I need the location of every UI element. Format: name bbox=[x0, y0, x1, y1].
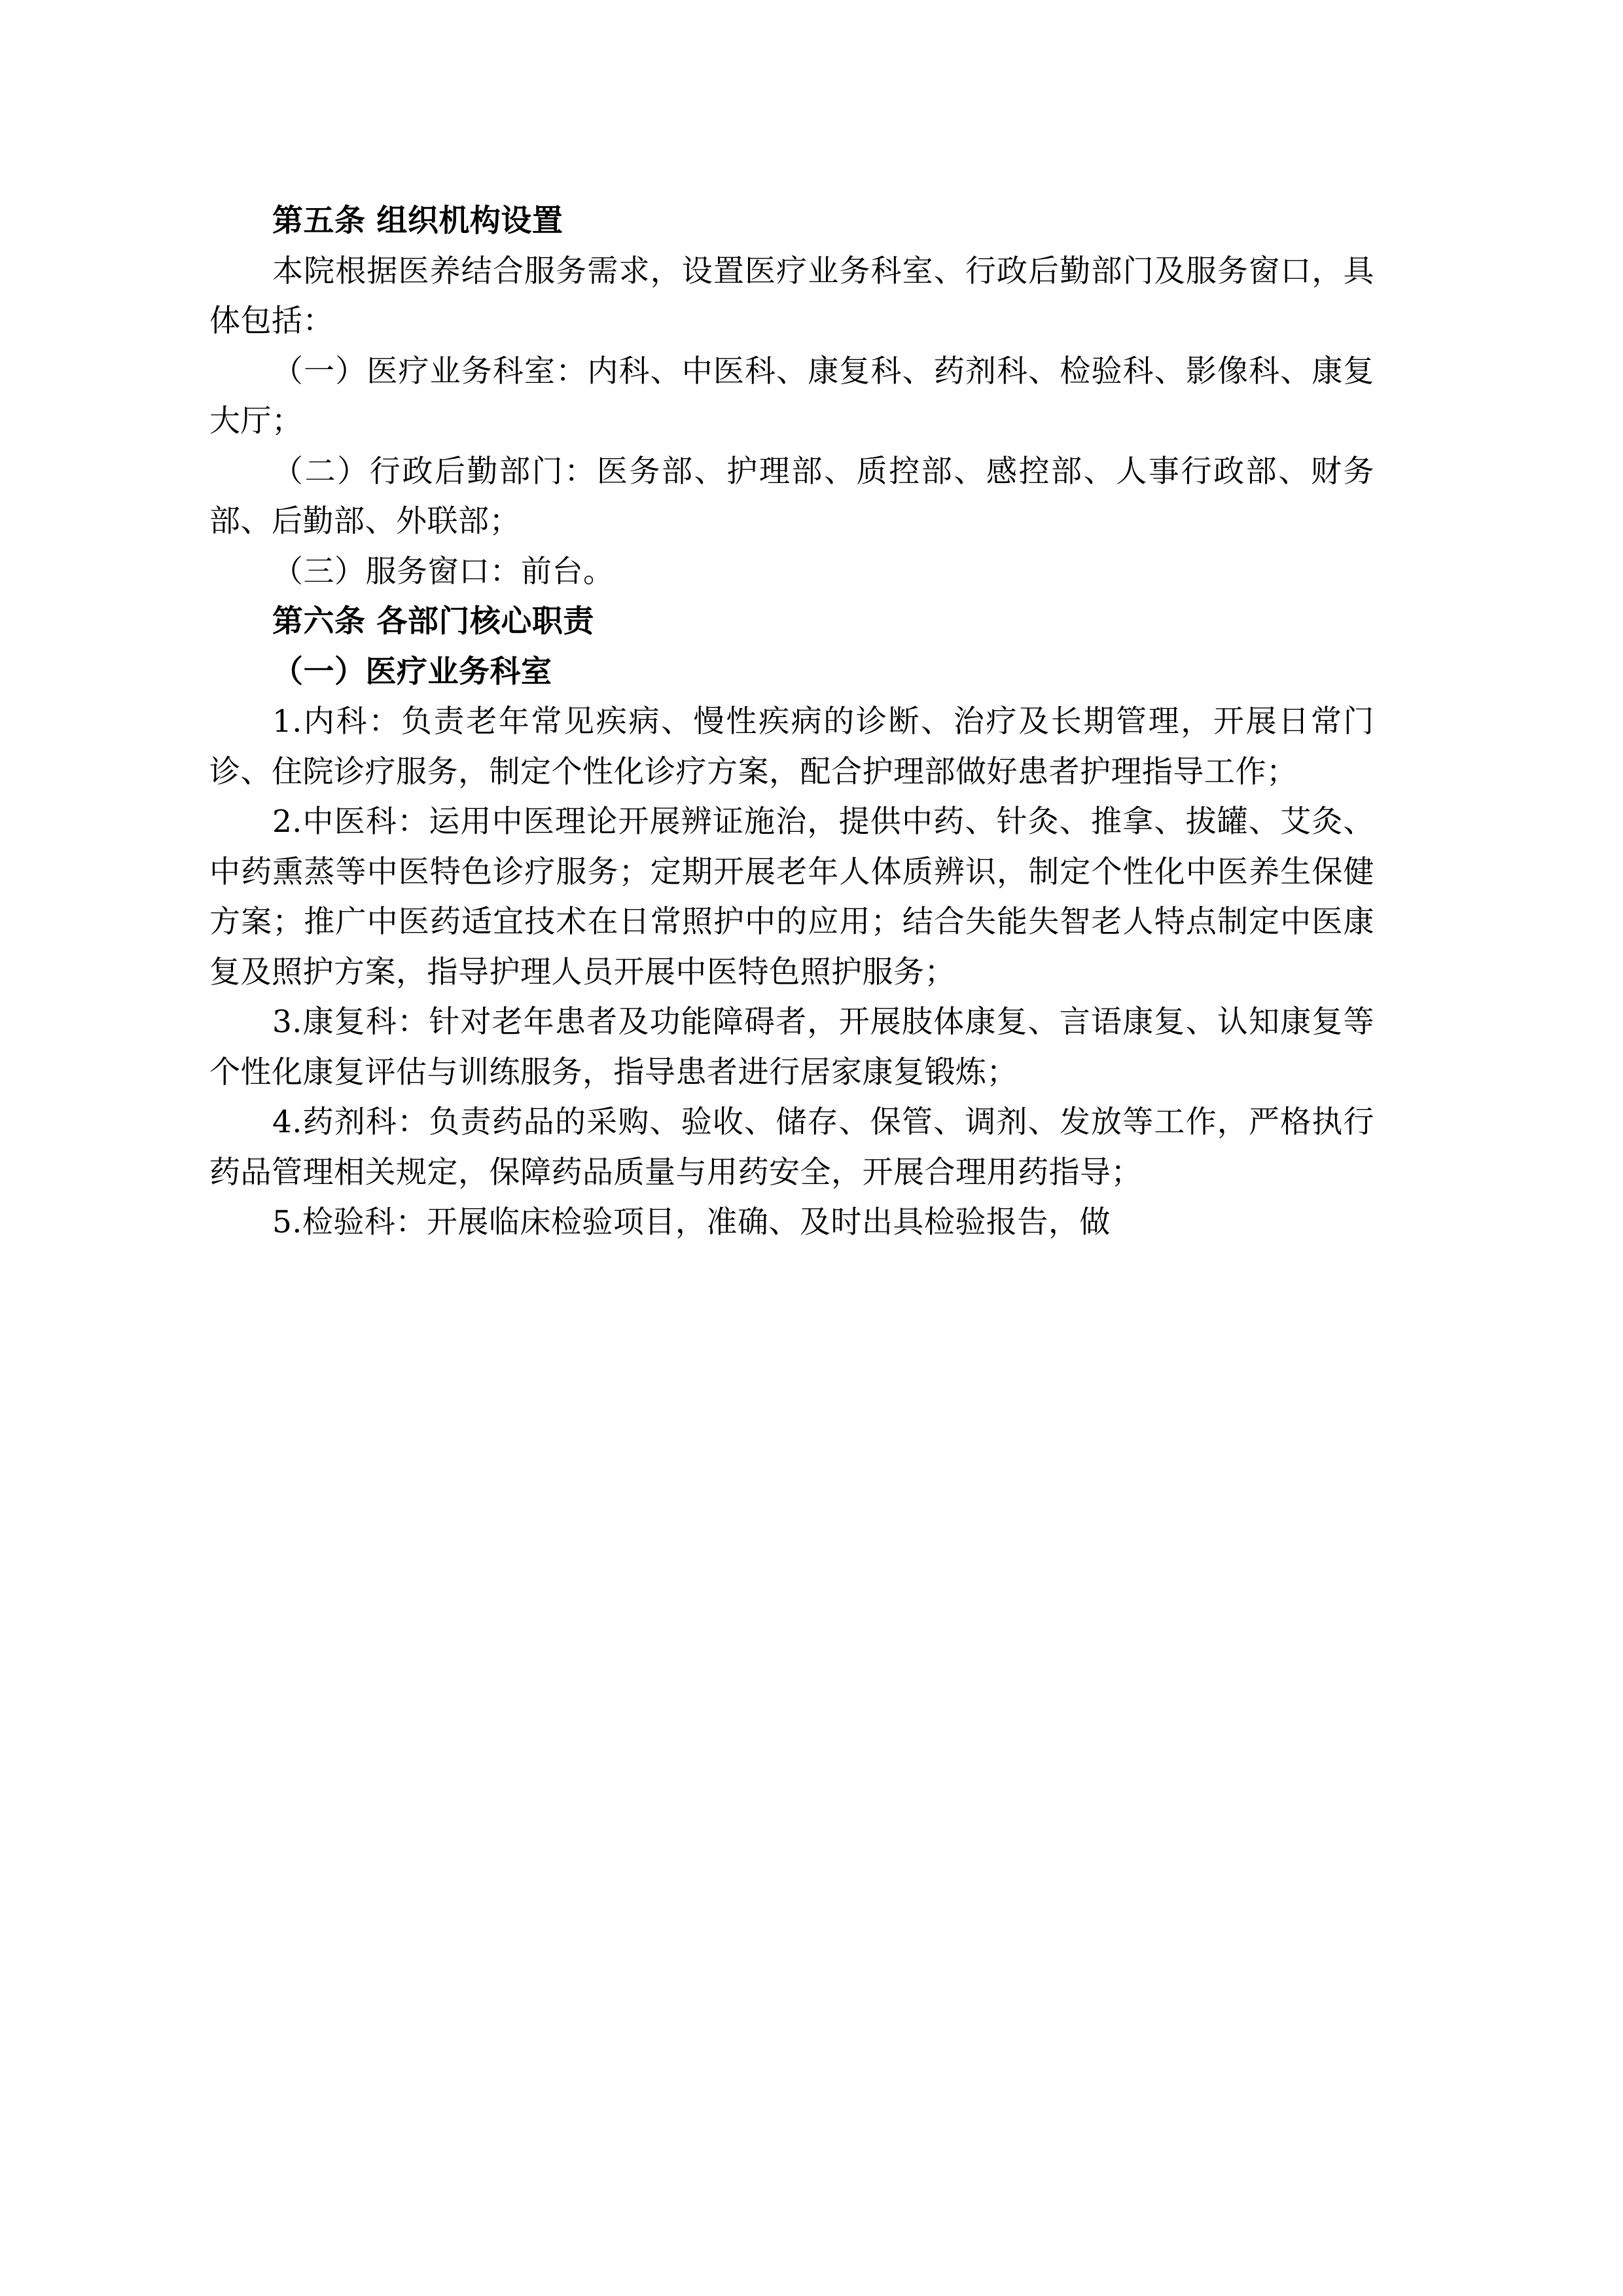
article-6-item-laboratory: 5.检验科：开展临床检验项目，准确、及时出具检验报告，做 bbox=[272, 1204, 1111, 1240]
document-body bbox=[209, 196, 1374, 1248]
article-5-intro-paragraph: 本院根据医养结合服务需求，设置医疗业务科室、行政后勤部门及服务窗口，具体包括： bbox=[209, 253, 1374, 339]
article-6-item-internal-medicine: 1.内科：负责老年常见疾病、慢性疾病的诊断、治疗及长期管理，开展日常门诊、住院诊疗服务，制定个性化诊疗方案，配合护理部做好患者护理指导工作； bbox=[209, 704, 1374, 790]
article-5-list-item-1: （一）医疗业务科室：内科、中医科、康复科、药剂科、检验科、影像科、康复大厅； bbox=[209, 353, 1374, 439]
article-6-item-pharmacy: 4.药剂科：负责药品的采购、验收、储存、保管、调剂、发放等工作，严格执行药品管理相关规定，保障药品质量与用药安全，开展合理用药指导； bbox=[209, 1104, 1374, 1191]
article-5-heading: 第五条 组织机构设置 bbox=[272, 203, 563, 239]
article-6-subheading-medical-departments: （一）医疗业务科室 bbox=[272, 653, 552, 690]
article-6-item-rehabilitation: 3.康复科：针对老年患者及功能障碍者，开展肢体康复、言语康复、认知康复等个性化康复评估与训练服务，指导患者进行居家康复锻炼； bbox=[209, 1004, 1374, 1090]
article-5-list-item-2: （二）行政后勤部门：医务部、护理部、质控部、感控部、人事行政部、财务部、后勤部、外联部； bbox=[209, 453, 1374, 539]
article-6-item-tcm: 2.中医科：运用中医理论开展辨证施治，提供中药、针灸、推拿、拔罐、艾灸、中药熏蒸等中医特色诊疗服务；定期开展老年人体质辨识，制定个性化中医养生保健方案；推广中医药适宜技术在日常照护中的应用；结合失能失智老人特点制定中医康复及照护方案，指导护理人员开展中医特色照护服务； bbox=[209, 804, 1374, 990]
article-6-heading: 第六条 各部门核心职责 bbox=[272, 603, 594, 639]
article-5-list-item-3: （三）服务窗口：前台。 bbox=[272, 553, 615, 590]
